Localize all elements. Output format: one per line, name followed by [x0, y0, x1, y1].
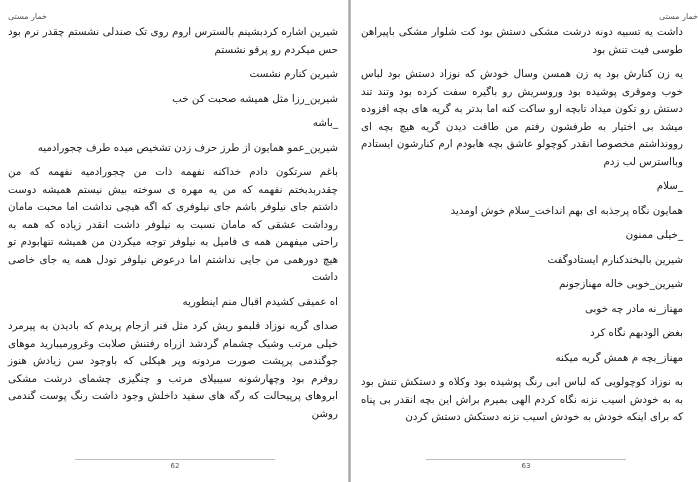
right-page	[351, 0, 698, 482]
paragraph: شیرین کنارم نشست	[249, 68, 338, 80]
paragraph: داشت یه تسبیه دونه درشت مشکی دستش بود کت شلوار مشکی باپیراهن طوسی فیت تنش بود	[361, 26, 683, 56]
paragraph: صدای گریه نوزاد قلبمو ریش کرد مثل فنر ازجام پریدم که بادیدن یه پیرمرد خیلی مرتب وشیک چشمام گردشد ازراه رفتنش صلابت وغرورمیبارید موهای جوگندمی پرپشت صورت مردونه وپر هیکلی که باوجود سن زیادش هنوز روفرم بود وچهارشونه سیبیلای مرتب و چنگیزی چشمای درشت مشکی ابروهای پرپیحالت که رگه های سفید داخلش وجود داشت رنگ پوست گندمی روشن	[8, 320, 338, 420]
page-body	[361, 24, 683, 427]
running-header: خمار مستی	[659, 12, 698, 21]
paragraph: شیرین بالبخندکنارم ایستادوگفت	[547, 253, 683, 266]
page-body	[8, 24, 338, 423]
paragraph: باغم سرتکون دادم خداکنه نفهمه ذات من چجورادمیه نفهمه که من چقدربدبختم نفهمه که من یه مهره ی سوخته بیش نیستم همیشه دوست داشتم جای نیلوفر باشم جای نیلوفری که اگه هیچی نداشت اما محبت مامان روداشت عشقی که مامان نسبت به نیلوفر داشت انقدر زیاده که همه به راحتی میفهمن همه ی فامیل به نیلوفر توجه میکردن من همیشه تنهابودم تو هیچ دورهمی من جایی نداشتم اما درعوض نیلوفر تودل همه یه جای خاصی داشت	[8, 166, 338, 283]
paragraph: بغض الودبهم نگاه کرد	[590, 327, 683, 339]
paragraph: به نوزاد کوچولویی که لباس ابی رنگ پوشیده بود وکلاه و دستکش تنش بود به به خودش اسیب نزنه نگاه کردم الهی بمیرم براش این بچه انقدر بی پناه که برای اینکه خودش به خودش اسیب نزنه دستکش دستش کردن	[361, 376, 683, 423]
paragraph: اه عمیقی کشیدم اقبال منم اینطوریه	[182, 295, 338, 308]
paragraph: یه زن کنارش بود یه زن همسن وسال خودش که نوزاد دستش بود لباس خوب وموقری پوشیده بود وروسریش رو باگیره سفت کرده بود وتند تند دستش رو تکون میداد تابچه ارو ساکت کنه اما بدتر به گریه های بچه افزوده میشد بی اختیار به طرفشون رفتم من طاقت دیدن گریه هیچ بچه ای روونداشتم مخصوصا انقدر کوچولو عاشق بچه هابودم ارم کنارشون ایستادم وبااسترس لب زدم	[361, 68, 683, 168]
paragraph: شیرین_خوبی خاله مهنازجونم	[559, 278, 683, 290]
paragraph: همایون نگاه پرجذبه ای بهم انداخت_سلام خوش اومدید	[450, 204, 683, 217]
page-number: 63	[521, 462, 531, 470]
footer-rule	[75, 459, 275, 460]
paragraph: شیرین اشاره کردبشینم بالسترس اروم روی تک صندلی نشستم چقدر نرم بود حس میکردم رو پرقو نشستم	[8, 26, 338, 56]
paragraph: _سلام	[656, 180, 683, 192]
running-header: خمار مستی	[8, 12, 47, 21]
page-number: 62	[170, 462, 180, 470]
paragraph: _خیلی ممنون	[625, 229, 683, 241]
paragraph: شیرین_عمو همایون از طرز حرف زدن تشخیص میده طرف چجورادمیه	[37, 141, 338, 154]
paragraph: شیرین_رزا مثل همیشه صحبت کن خب	[172, 92, 338, 105]
paragraph: مهناز_نه مادر چه خوبی	[584, 302, 683, 315]
paragraph: مهناز_بچه م همش گریه میکنه	[555, 351, 683, 364]
paragraph: _باشه	[312, 117, 338, 129]
footer-rule	[426, 459, 626, 460]
